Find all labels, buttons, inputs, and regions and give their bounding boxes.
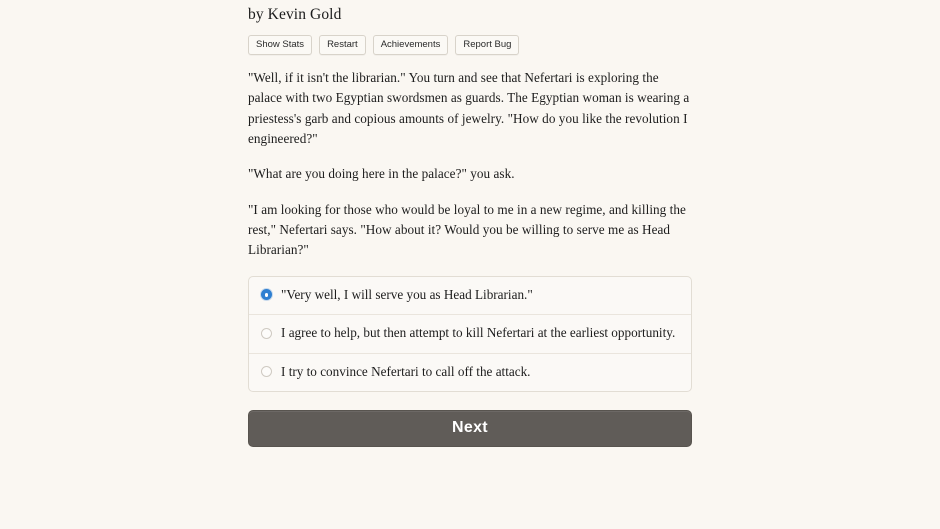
- nav-button-row: [248, 35, 692, 56]
- show-stats-button[interactable]: Show Stats: [248, 35, 312, 56]
- story-text: [248, 68, 692, 261]
- choice-option[interactable]: [249, 315, 691, 353]
- next-button[interactable]: Next: [248, 410, 692, 447]
- choice-label: I try to convince Nefertari to call off the attack.: [281, 363, 531, 379]
- radio-button-icon[interactable]: [261, 328, 272, 339]
- report-bug-button[interactable]: Report Bug: [455, 35, 519, 56]
- choice-option[interactable]: [249, 277, 691, 315]
- radio-button-icon[interactable]: [261, 289, 272, 300]
- byline: by Kevin Gold: [248, 6, 342, 23]
- choice-label: I agree to help, but then attempt to kill Nefertari at the earliest opportunity.: [281, 325, 676, 341]
- story-paragraph: "Well, if it isn't the librarian." You turn and see that Nefertari is exploring the palace with two Egyptian swordsmen as guards. The Egyptian woman is wearing a priestess's garb and copious amounts of jewelry. "How do you like the revolution I engineered?": [248, 70, 690, 146]
- story-paragraph: "I am looking for those who would be loyal to me in a new regime, and killing the rest," Nefertari says. "How about it? Would you be willing to serve me as Head Librarian?": [248, 201, 686, 258]
- choice-list: [248, 276, 692, 392]
- story-paragraph: "What are you doing here in the palace?" you ask.: [248, 166, 515, 182]
- achievements-button[interactable]: Achievements: [373, 35, 449, 56]
- restart-button[interactable]: Restart: [319, 35, 366, 56]
- choice-option[interactable]: [249, 354, 691, 391]
- radio-button-icon[interactable]: [261, 366, 272, 377]
- content-column: [248, 0, 692, 447]
- choice-label: "Very well, I will serve you as Head Librarian.": [281, 286, 533, 302]
